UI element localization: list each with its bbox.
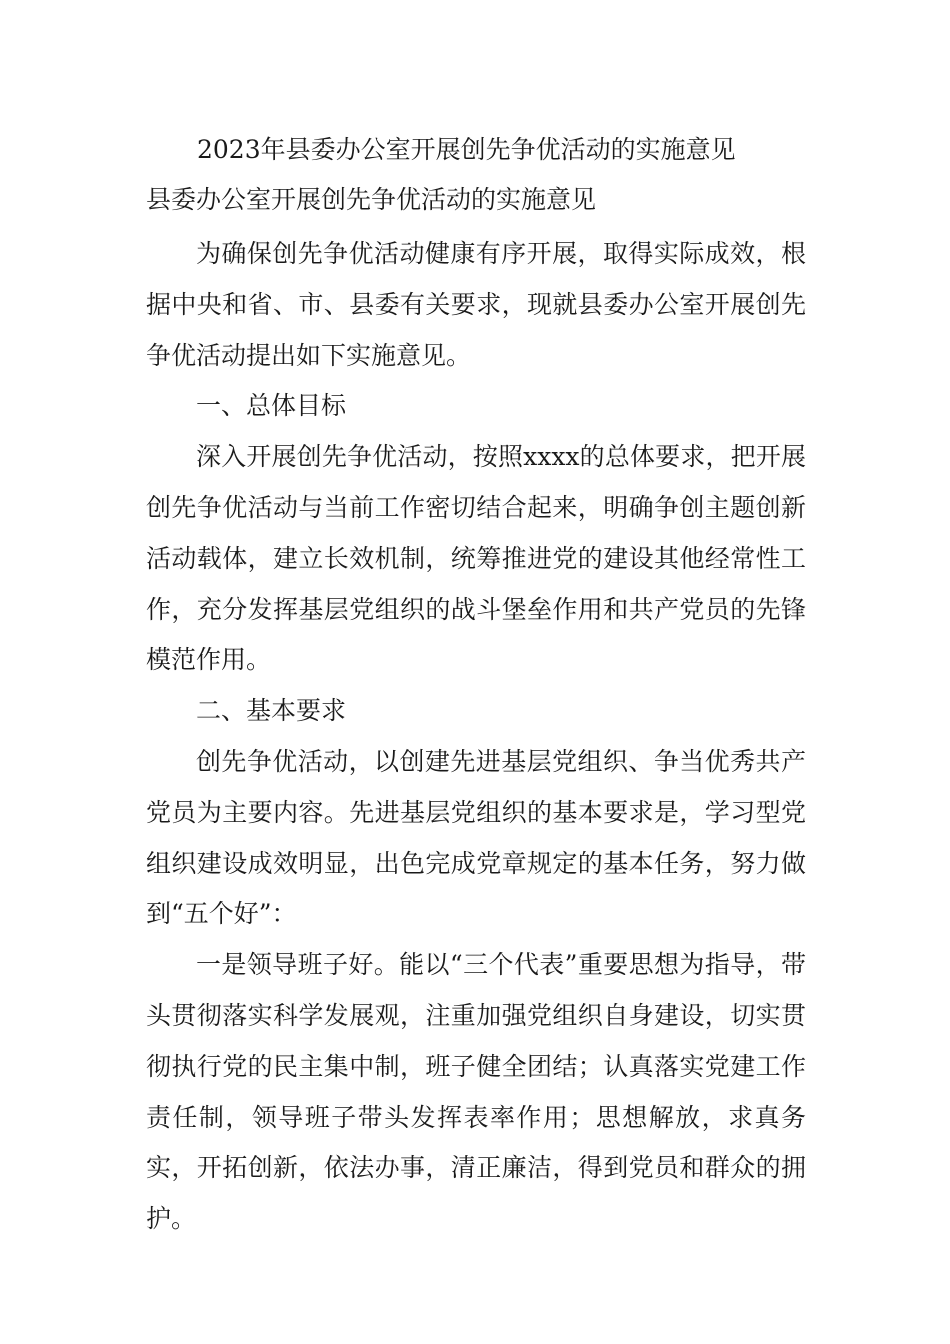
paragraph-leadership: 一是领导班子好。能以“三个代表”重要思想为指导，带头贯彻落实科学发展观，注重加强党组织自身建设，切实贯彻执行党的民主集中制，班子健全团结；认真落实党建工作责任制，领导班子带头发挥表率作用；思想解放，求真务实，开拓创新，依法办事，清正廉洁，得到党员和群众的拥护。 — [146, 950, 806, 1234]
paragraph-overall-goal: 深入开展创先争优活动，按照xxxx的总体要求，把开展创先争优活动与当前工作密切结合起来，明确争创主题创新活动载体，建立长效机制，统筹推进党的建设其他经常性工作，充分发挥基层党组织的战斗堡垒作用和共产党员的先锋模范作用。 — [146, 442, 806, 675]
document-title: 2023年县委办公室开展创先争优活动的实施意见 — [197, 135, 736, 164]
section-heading-overall-goal: 一、总体目标 — [196, 391, 347, 421]
paragraph-basic-requirements: 创先争优活动，以创建先进基层党组织、争当优秀共产党员为主要内容。先进基层党组织的基本要求是，学习型党组织建设成效明显，出色完成党章规定的基本任务，努力做到“五个好”： — [146, 746, 806, 929]
document-subtitle: 县委办公室开展创先争优活动的实施意见 — [146, 185, 597, 214]
document-body — [146, 229, 806, 1245]
section-heading-basic-requirements: 二、基本要求 — [196, 696, 347, 726]
paragraph-intro: 为确保创先争优活动健康有序开展，取得实际成效，根据中央和省、市、县委有关要求，现就县委办公室开展创先争优活动提出如下实施意见。 — [146, 239, 806, 370]
